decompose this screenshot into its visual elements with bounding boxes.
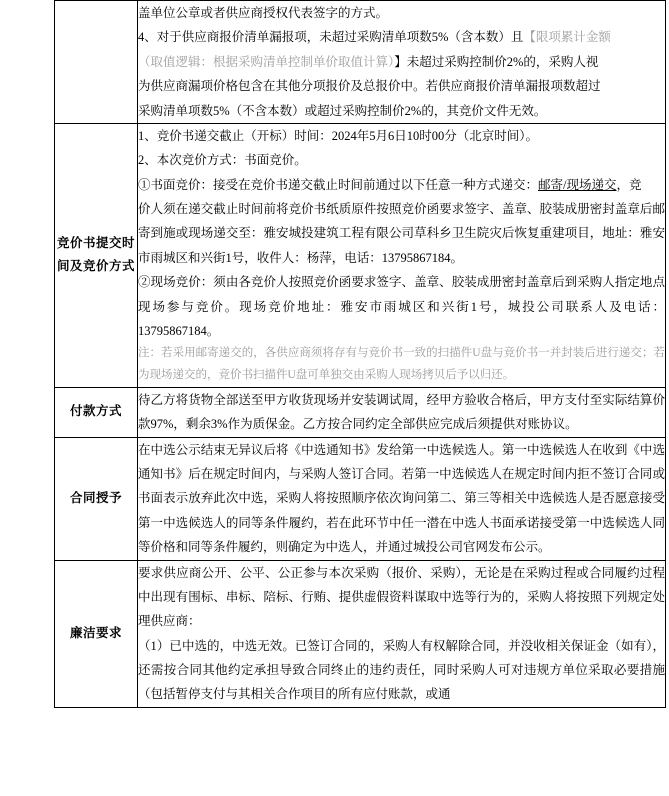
table-row-integrity (55, 560, 666, 707)
paragraph-text: 4、对于供应商报价清单漏报项，未超过采购清单项数5%（含本数）且 (138, 30, 524, 45)
row-body-integrity (138, 560, 666, 707)
row-body-contract-award (138, 437, 666, 560)
paragraph: 盖单位公章或者供应商授权代表签字的方式。 (138, 6, 389, 20)
paragraph (138, 50, 665, 74)
paragraph-text: ，竞 (616, 177, 642, 192)
row-label-integrity: 廉洁要求 (55, 560, 138, 707)
paragraph: 价人须在递交截止时间前将竞价书纸质原件按照竞价函要求签字、盖章、胶装成册密封盖章后邮寄到施或现场递交至：雅安城投建筑工程有限公司草科乡卫生院灾后恢复重建项目，地址：雅安市雨城区和兴街1号，收件人：杨萍，电话：13795867184。 (138, 202, 665, 265)
table-row-payment (55, 387, 666, 437)
paragraph-text: 】未超过采购控制价2%的，采购人视 (394, 54, 599, 69)
paragraph: 为供应商漏项价格包含在其他分项报价及总报价中。若供应商报价清单漏报项数超过 (138, 79, 601, 94)
paragraph-text-gray: 【限项累计金额 (523, 30, 611, 45)
row-label-contract-award: 合同授予 (55, 437, 138, 560)
paragraph (138, 173, 665, 197)
table-row-submission (55, 123, 666, 387)
row-label-submission: 竞价书提交时间及竞价方式 (55, 123, 138, 387)
paragraph: （1）已中选的，中选无效。已签订合同的，采购人有权解除合同，并没收相关保证金（如有），还需按合同其他约定承担导致合同终止的违约责任，同时采购人可对违规方单位采取必要措施（包括暂停支付与其相关合作项目的所有应付账款，或通 (138, 638, 665, 702)
table-row-contract-award (55, 437, 666, 560)
paragraph-text: ①书面竞价：接受在竞价书递交截止时间前通过以下任意一种方式递交： (138, 177, 539, 192)
delivery-method-underlined: 邮寄/现场递交 (538, 177, 617, 192)
row-body-continuation (138, 1, 666, 124)
row-label-payment: 付款方式 (55, 387, 138, 437)
paragraph-text-gray: （取值逻辑：根据采购清单控制单价取值计算） (138, 54, 395, 69)
paragraph: 1、竞价书递交截止（开标）时间：2024年5月6日10时00分（北京时间）。 (138, 128, 539, 143)
row-body-submission (138, 123, 666, 387)
paragraph (138, 25, 665, 49)
paragraph: 待乙方将货物全部送至甲方收货现场并安装调试周，经甲方验收合格后，甲方支付至实际结算价款97%，剩余3%作为质保金。乙方按合同约定全部供应完成后须提供对账协议。 (138, 392, 665, 432)
paragraph: 2、本次竞价方式：书面竞价。 (138, 153, 307, 168)
paragraph: 采购清单项数5%（不含本数）或超过采购控制价2%的，其竞价文件无效。 (138, 103, 547, 118)
contract-terms-table (54, 0, 666, 708)
paragraph: 要求供应商公开、公平、公正参与本次采购（报价、采购），无论是在采购过程或合同履约过程中出现有围标、串标、陪标、行贿、提供虚假资料谋取中选等行为的，采购人将按照下列规定处理供应商： (138, 565, 665, 629)
paragraph: ②现场竞价：须由各竞价人按照竞价函要求签字、盖章、胶装成册密封盖章后到采购人指定地点现场参与竞价。现场竞价地址：雅安市雨城区和兴街1号，城投公司联系人及电话：13795867184。 (138, 275, 665, 338)
paragraph-note: 注：若采用邮寄递交的，各供应商须将存有与竞价书一致的扫描件U盘与竞价书一并封装后进行递交；若为现场递交的，竞价书扫描件U盘可单独交由采购人现场拷贝后予以归还。 (138, 347, 665, 382)
row-body-payment (138, 387, 666, 437)
paragraph: 在中选公示结束无异议后将《中选通知书》发给第一中选候选人。第一中选候选人在收到《中选通知书》后在规定时间内，与采购人签订合同。若第一中选候选人在规定时间内拒不签订合同或书面表示放弃此次中选，采购人将按照顺序依次询问第二、第三等相关中选候选人是否愿意接受第一中选候选人的同等条件履约，若在此环节中任一潜在中选人书面承诺接受第一中选候选人同等价格和同等条件履约，则确定为中选人，并通过城投公司官网发布公示。 (138, 442, 665, 555)
row-label-continuation (55, 1, 138, 124)
table-row-continuation (55, 1, 666, 124)
